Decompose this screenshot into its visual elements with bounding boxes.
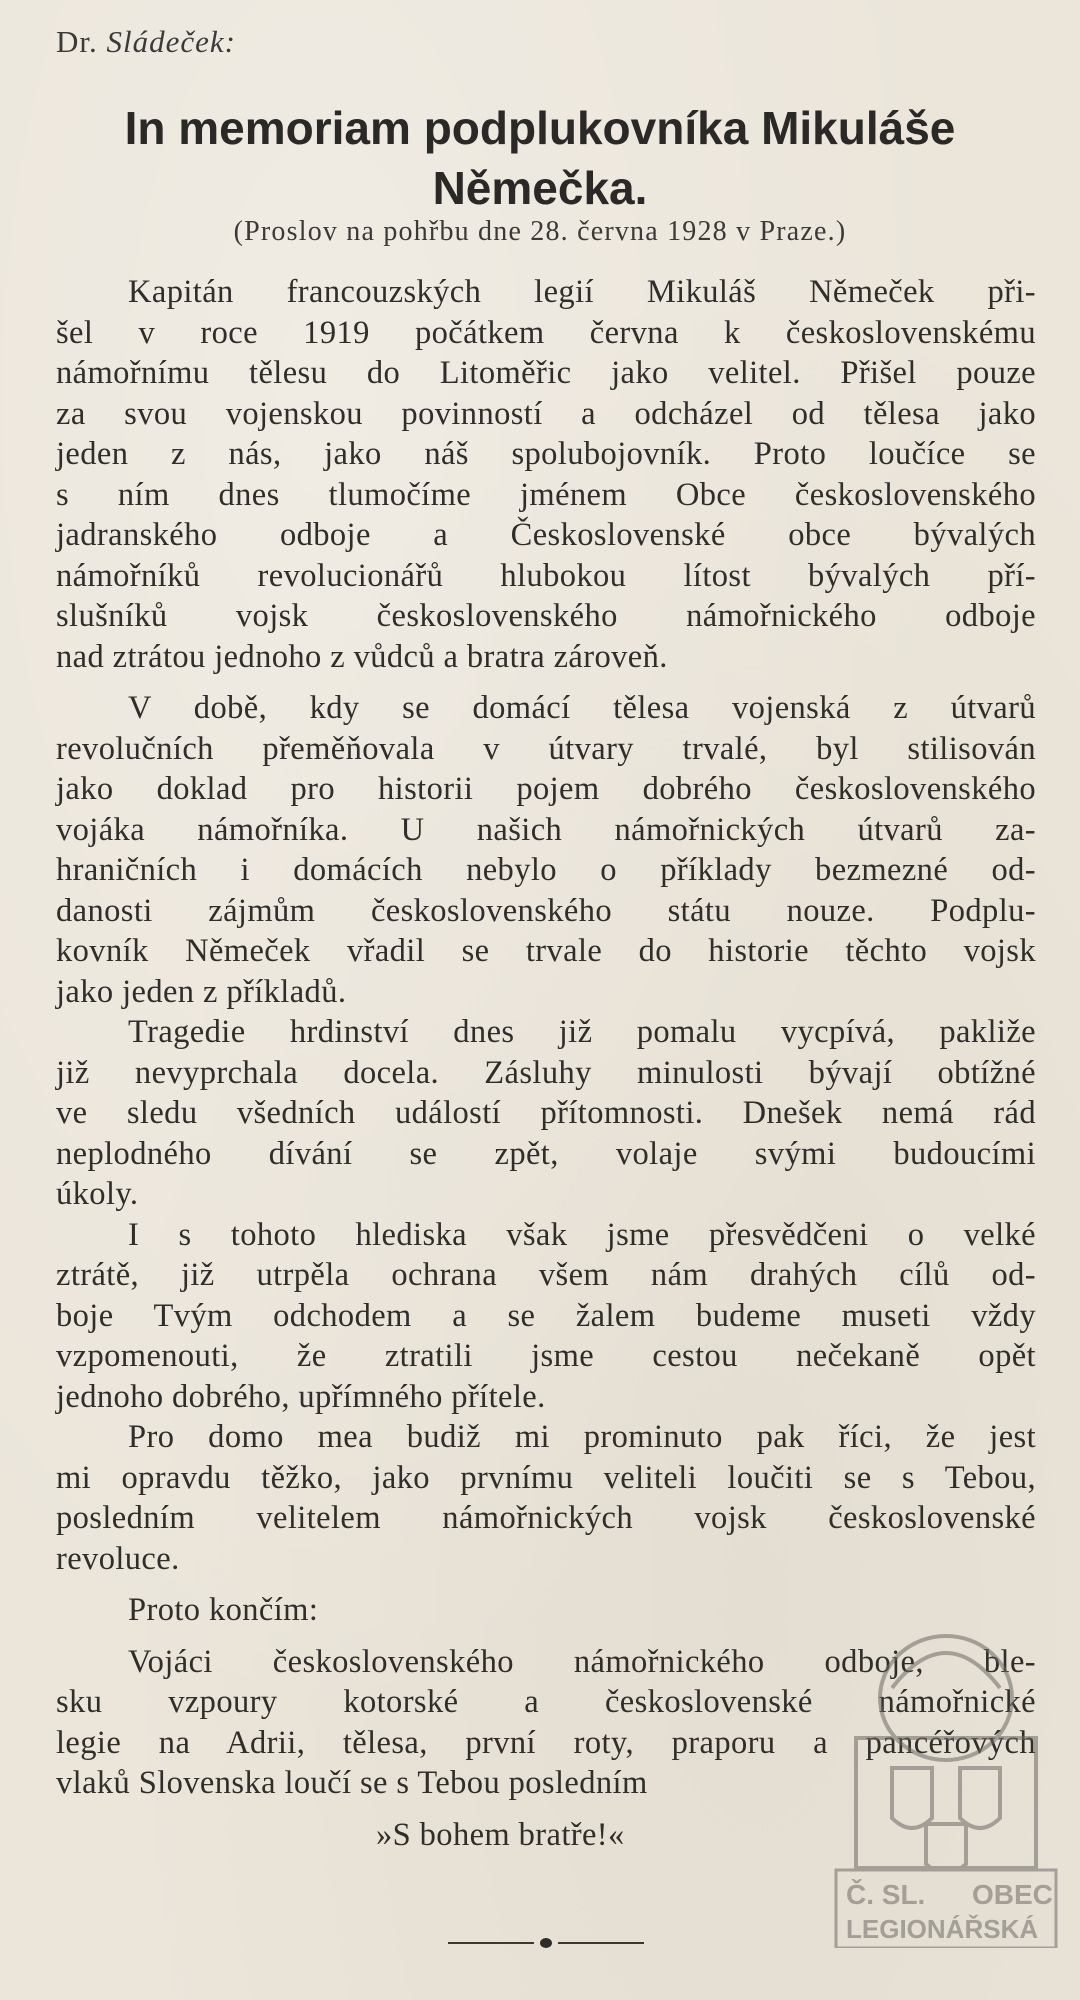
body-line: úkoly.: [56, 1176, 139, 1212]
body-line: s ním dnes tlumočíme jménem Obce československého: [56, 476, 1036, 513]
body-line: legie na Adrii, tělesa, první roty, praporu a pancéřových: [56, 1724, 1036, 1761]
body-line: ztrátě, již utrpěla ochrana všem nám drahých cílů od-: [56, 1257, 1036, 1293]
article-subtitle: (Proslov na pohřbu dne 28. června 1928 v Praze.): [233, 216, 847, 247]
body-line: ve sledu všedních událostí přítomnosti. Dnešek nemá rád: [56, 1095, 1036, 1131]
body-line: Vojáci československého námořnického odboje, ble-: [128, 1643, 1036, 1680]
body-line: jako doklad pro historii pojem dobrého československého: [56, 771, 1036, 807]
legion-stamp: [832, 1628, 1060, 1948]
title-line-2: Němečka.: [432, 162, 648, 214]
stamp-text-legionarska: LEGIONÁŘSKÁ: [846, 1914, 1039, 1944]
stamp-text-obec: OBEC: [972, 1879, 1053, 1910]
body-line: mi opravdu těžko, jako prvnímu veliteli loučiti se s Tebou,: [56, 1459, 1036, 1496]
body-line: revolučních přeměňovala v útvary trvalé, byl stilisován: [56, 730, 1036, 767]
body-line: neplodného dívání se zpět, volaje svými budoucími: [56, 1135, 1036, 1172]
body-line: V době, kdy se domácí tělesa vojenská z útvarů: [128, 690, 1036, 726]
title-line-1: In memoriam podplukovníka Mikuláše: [124, 102, 956, 154]
body-line: boje Tvým odchodem a se žalem budeme museti vždy: [56, 1297, 1036, 1334]
body-line: jeden z nás, jako náš spolubojovník. Proto loučíce se: [56, 436, 1036, 472]
body-line: jednoho dobrého, upřímného přítele.: [56, 1378, 546, 1415]
author-prefix: Dr.: [56, 24, 98, 59]
body-line: Kapitán francouzských legií Mikuláš Němeček při-: [128, 274, 1036, 310]
body-line: Pro domo mea budiž mi prominuto pak říci, že jest: [128, 1419, 1036, 1455]
ornament-divider: [448, 1936, 644, 1950]
body-line: nad ztrátou jednoho z vůdců a bratra zároveň.: [56, 638, 668, 675]
body-line: revoluce.: [56, 1540, 180, 1577]
body-line: vlaků Slovenska loučí se s Tebou posledním: [56, 1765, 648, 1801]
body-line: slušníků vojsk československého námořnického odboje: [56, 598, 1036, 634]
body-line: posledním velitelem námořnických vojsk československé: [56, 1500, 1036, 1536]
author-name: Sládeček:: [106, 24, 236, 59]
closing-line: »S bohem bratře!«: [376, 1816, 625, 1853]
body-line: kovník Němeček vřadil se trvale do historie těchto vojsk: [56, 933, 1036, 969]
article-title: [0, 98, 1080, 218]
body-line: za svou vojenskou povinností a odcházel od tělesa jako: [56, 395, 1036, 432]
body-line: Tragedie hrdinství dnes již pomalu vycpívá, pakliže: [128, 1014, 1036, 1050]
author-line: [56, 24, 236, 60]
body-line: hraničních i domácích nebylo o příklady bezmezné od-: [56, 852, 1036, 888]
body-line: námořníků revolucionářů hlubokou lítost bývalých pří-: [56, 557, 1036, 594]
body-line: sku vzpoury kotorské a československé námořnické: [56, 1684, 1036, 1720]
body-line: již nevyprchala docela. Zásluhy minulosti bývají obtížné: [56, 1054, 1036, 1091]
article-body: [56, 272, 1036, 1855]
body-line: danosti zájmům československého státu nouze. Podplu-: [56, 892, 1036, 929]
body-line: jako jeden z příkladů.: [56, 973, 347, 1010]
body-line: I s tohoto hlediska však jsme přesvědčeni o velké: [128, 1216, 1036, 1253]
body-line: vzpomenouti, že ztratili jsme cestou nečekaně opět: [56, 1338, 1036, 1374]
body-line: šel v roce 1919 počátkem června k československému: [56, 314, 1036, 351]
body-line: Proto končím:: [128, 1592, 319, 1628]
body-line: námořnímu tělesu do Litoměřic jako velitel. Přišel pouze: [56, 355, 1036, 391]
stamp-text-csl: Č. SL.: [846, 1879, 926, 1910]
body-line: vojáka námořníka. U našich námořnických útvarů za-: [56, 811, 1036, 848]
body-line: jadranského odboje a Československé obce bývalých: [56, 517, 1036, 553]
